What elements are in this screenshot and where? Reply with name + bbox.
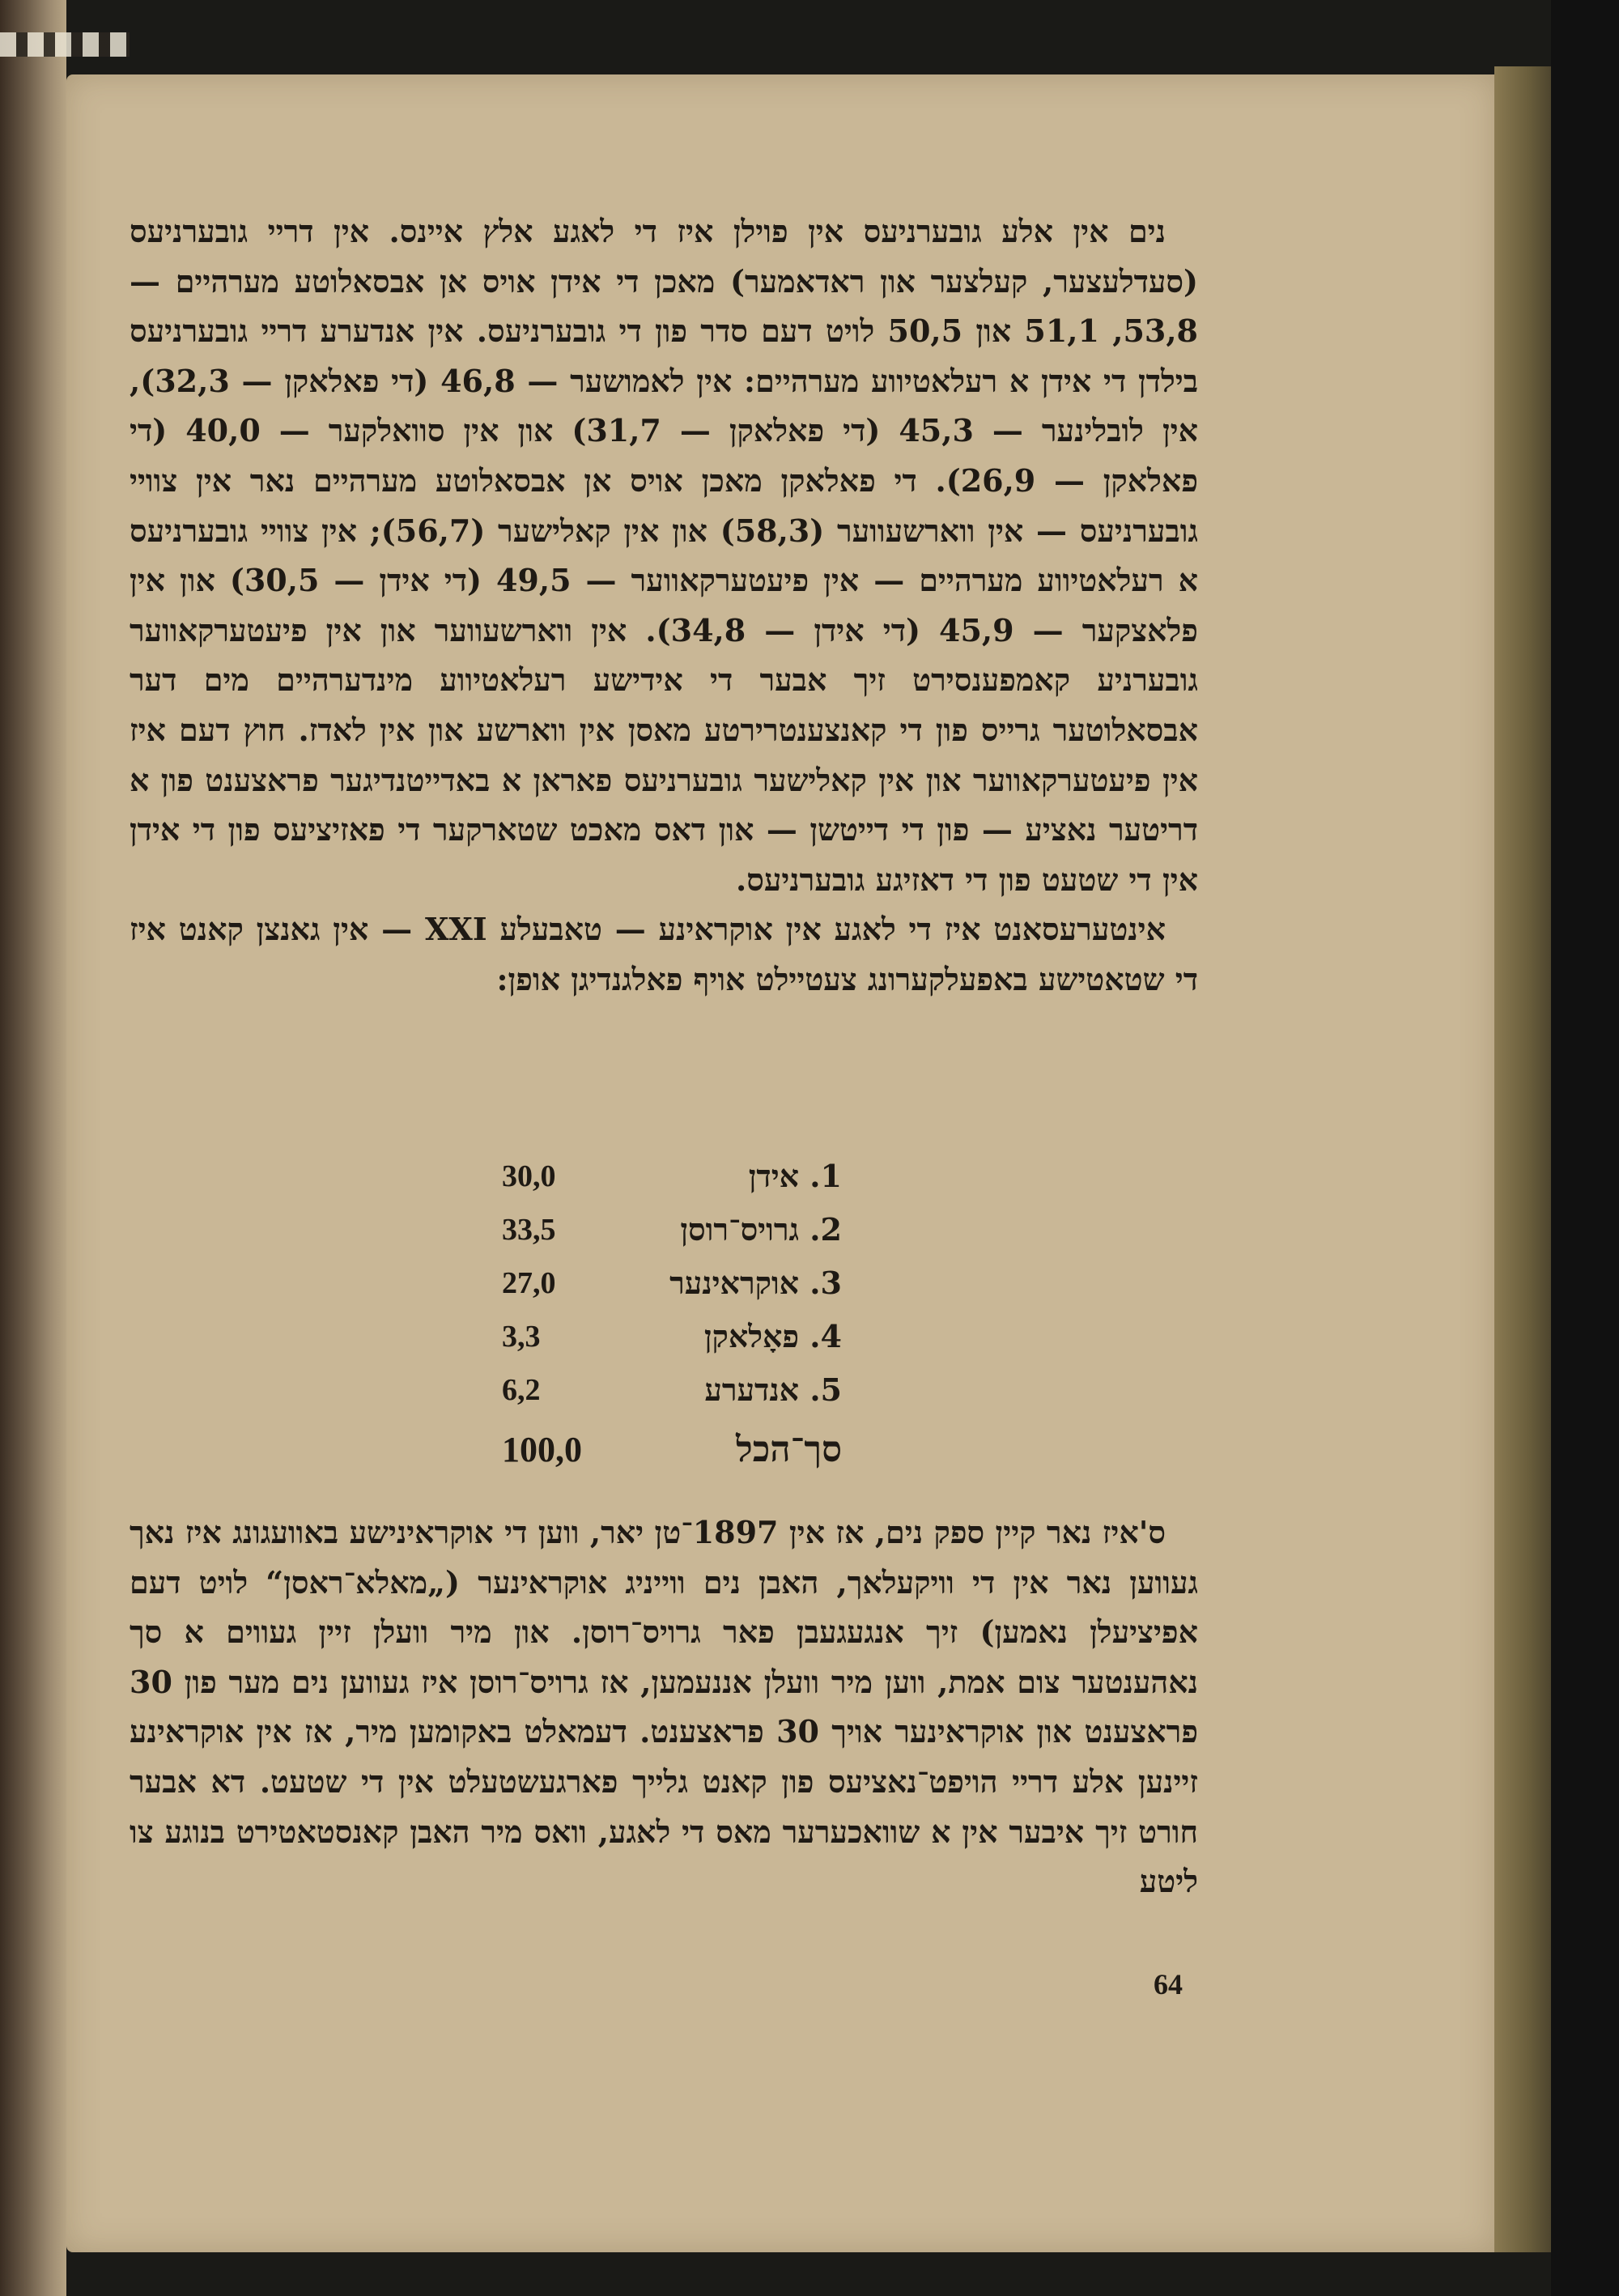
- table-total-row: [502, 1417, 842, 1482]
- table-row: [502, 1310, 842, 1363]
- paragraph-1: נים אין אלע גובערניעס אין פוילן איז די לאגע אלץ איינס. אין דריי גובערניעס (סעדלעצער, קעלצער און ראדאמער) מאכן די אידן אויס אן אבסאלוטע מערהיים — 53,8, 51,1 און 50,5 לויט דעם סדר פון די גובערניעס. אין אנדערע דריי גובערניעס בילדן די אידן א רעלאטיווע מערהיים: אין לאמושער — 46,8 (די פאלאקן — 32,3), אין לובלינער — 45,3 (די פאלאקן — 31,7) און אין סוואלקער — 40,0 (די פאלאקן — 26,9). די פאלאקן מאכן אויס אן אבסאלוטע מערהיים נאר אין צוויי גובערניעס — אין ווארשעווער (58,3) און אין קאלישער (56,7); אין צוויי גובערניעס א רעלאטיווע מערהיים — אין פיעטערקאווער — 49,5 (די אידן — 30,5) און אין פלאצקער — 45,9 (די אידן — 34,8). אין ווארשעווער און אין פיעטערקאווער גובערניע קאמפענסירט זיך אבער די אידישע רעלאטיווע מינדערהיים מים דער אבסאלוטער גרייס פון די קאנצענטרירטע מאסן אין ווארשע און אין לאדז. חוץ דעם איז אין פיעטערקאווער און אין קאלישער גובערניעס פאראן א באדייטנדיגער פראצענט פון א דריטער נאציע — פון די דייטשן — און דאס מאכט שטארקער די פאזיציעס פון די אידן אין די שטעט פון די דאזיגע גובערניעס.: [130, 213, 1199, 898]
- total-value: 100,0: [502, 1429, 582, 1469]
- table-label: 2. גרויס־רוסן: [680, 1211, 842, 1248]
- table-value: 3,3: [502, 1320, 541, 1354]
- table-value: 30,0: [502, 1159, 556, 1193]
- table-label: 4. פאָלאקן: [703, 1318, 842, 1354]
- table-label: 3. אוקראינער: [669, 1265, 842, 1301]
- population-table: [502, 1150, 842, 1482]
- table-label: 5. אנדערע: [704, 1371, 842, 1408]
- body-text-2: [130, 1507, 1198, 1907]
- table-value: 33,5: [502, 1213, 556, 1247]
- book-spine-left: [0, 0, 66, 2296]
- page-edge: [1494, 66, 1551, 2252]
- page-number: 64: [1154, 1968, 1183, 2000]
- paragraph-2: אינטערעסאנט איז די לאגע אין אוקראינע — טאבעלע XXI — אין גאנצן קאנט איז די שטאטישע באפעלקערונג צעטיילט אויף פאלגנדיגן אופן:: [130, 911, 1198, 997]
- table-value: 6,2: [502, 1373, 541, 1407]
- table-row: [502, 1203, 842, 1256]
- spine-top-mark: [0, 32, 130, 57]
- table-row: [502, 1150, 842, 1203]
- table-value: 27,0: [502, 1266, 556, 1300]
- paragraph-3: ס'איז נאר קיין ספק נים, אז אין 1897־טן יאר, ווען די אוקראינישע באוועגונג איז נאך געווען נאר אין די וויקעלאך, האבן נים ווייניג אוקראינער („מאלא־ראסן“ לויט דעם אפיציעלן נאמען) זיך אנגעגעבן פאר גרויס־רוסן. און מיר וועלן זיין געווים א סך נאהענטער צום אמת, ווען מיר וועלן אננעמען, אז גרויס־רוסן איז געווען נים מער פון 30 פראצענט און אוקראינער אויך 30 פראצענט. דעמאלט באקומען מיר, אז אין אוקראינע זיינען אלע דריי הויפט־נאציעס פון קאנט גלייך פארגעשטעלט אין די שטעט. דא אבער חורט זיך איבער אין א שוואכערער מאס די לאגע, וואס מיר האבן קאנסטאטירט בנוגע צו ליטע: [130, 1514, 1198, 1900]
- total-label: סך־הכל: [736, 1428, 842, 1470]
- table-label: 1. אידן: [748, 1158, 842, 1194]
- table-row: [502, 1363, 842, 1417]
- background-right: [1551, 0, 1619, 2296]
- table-row: [502, 1256, 842, 1310]
- body-text: [130, 206, 1198, 1005]
